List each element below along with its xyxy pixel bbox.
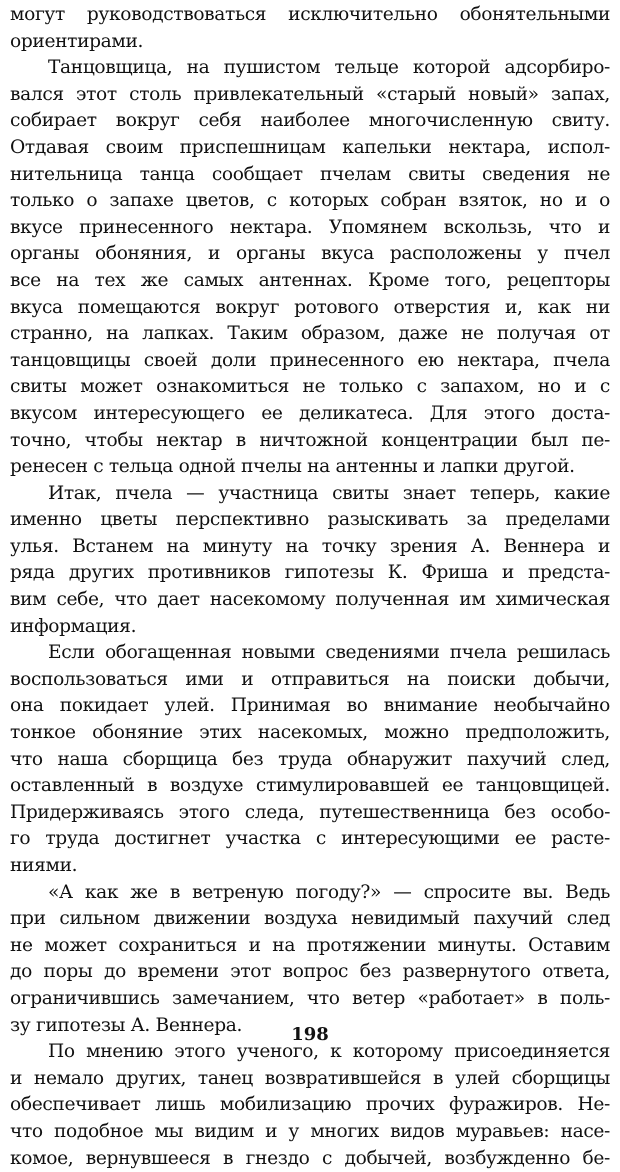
- text-line: Если обогащенная новыми сведениями пчела решилась: [48, 642, 610, 664]
- text-line: вкусом интересующего ее деликатеса. Для этого доста-: [10, 402, 610, 424]
- text-line: нительница танца сообщает пчелам свиты сведения не: [10, 163, 610, 185]
- text-line: ограничившись замечанием, что ветер «работает» в поль-: [10, 987, 610, 1009]
- text-line: го труда достигнет участка с интересующими ее расте-: [10, 828, 610, 850]
- text-line: могут руководствоваться исключительно обонятельными: [10, 4, 610, 25]
- text-line: Придерживаясь этого следа, путешественница без особо-: [10, 801, 610, 823]
- text-line: и немало других, танец возвратившейся в улей сборщицы: [10, 1067, 610, 1089]
- text-line: вим себе, что дает насекомому полученная им химическая: [10, 589, 610, 611]
- text-line: ориентирами.: [10, 30, 144, 52]
- text-line: комое, вернувшееся в гнездо с добычей, возбужденно бе-: [10, 1147, 610, 1169]
- page-number: 198: [291, 1024, 329, 1045]
- text-line: точно, чтобы нектар в ничтожной концентрации был пе-: [10, 429, 610, 451]
- body-text: [10, 2, 610, 1172]
- text-line: что подобное мы видим и у многих видов муравьев: насе-: [10, 1120, 610, 1142]
- text-line: танцовщицы своей доли принесенного ею нектара, пчела: [10, 349, 610, 371]
- text-line: органы обоняния, и органы вкуса расположены у пчел: [10, 243, 610, 265]
- text-line: оставленный в воздухе стимулировавшей ее танцовщицей.: [10, 775, 610, 797]
- text-line: «А как же в ветреную погоду?» — спросите вы. Ведь: [48, 881, 610, 903]
- text-line: информация.: [10, 615, 137, 637]
- text-line: ренесен с тельца одной пчелы на антенны и лапки другой.: [10, 456, 575, 478]
- text-line: Отдавая своим приспешницам капельки нектара, испол-: [10, 136, 610, 158]
- text-line: тонкое обоняние этих насекомых, можно предположить,: [10, 722, 610, 744]
- text-line: только о запахе цветов, с которых собран взяток, но и о: [10, 190, 610, 212]
- text-line: зу гипотезы А. Веннера.: [10, 1014, 243, 1036]
- text-line: собирает вокруг себя наиболее многочисленную свиту.: [10, 110, 610, 132]
- text-line: вкусе принесенного нектара. Упомянем вскользь, что и: [10, 216, 610, 238]
- text-line: вался этот столь привлекательный «старый новый» запах,: [10, 83, 610, 105]
- text-line: ряда других противников гипотезы К. Фриша и предста-: [10, 562, 610, 584]
- text-line: именно цветы перспективно разыскивать за пределами: [10, 509, 610, 531]
- text-line: что наша сборщица без труда обнаружит пахучий след,: [10, 748, 610, 770]
- text-line: странно, на лапках. Таким образом, даже не получая от: [10, 323, 610, 345]
- text-line: ниями.: [10, 855, 78, 876]
- text-line: обеспечивает лишь мобилизацию прочих фуражиров. Не-: [10, 1094, 610, 1116]
- text-line: улья. Встанем на минуту на точку зрения А. Веннера и: [10, 535, 610, 557]
- text-line: вкуса помещаются вокруг ротового отверстия и, как ни: [10, 296, 610, 318]
- text-line: до поры до времени этот вопрос без развернутого ответа,: [10, 961, 610, 983]
- text-line: она покидает улей. Принимая во внимание необычайно: [10, 695, 610, 717]
- text-line: По мнению этого ученого, к которому присоединяется: [48, 1041, 610, 1063]
- text-line: при сильном движении воздуха невидимый пахучий след: [10, 908, 610, 930]
- text-line: не может сохраниться и на протяжении минуты. Оставим: [10, 934, 610, 956]
- text-line: свиты может ознакомиться не только с запахом, но и с: [10, 376, 610, 398]
- text-line: Танцовщица, на пушистом тельце которой адсорбиро-: [48, 57, 610, 79]
- text-line: все на тех же самых антеннах. Кроме того, рецепторы: [10, 269, 610, 291]
- text-line: Итак, пчела — участница свиты знает теперь, какие: [48, 482, 610, 504]
- text-line: воспользоваться ими и отправиться на поиски добычи,: [10, 668, 610, 690]
